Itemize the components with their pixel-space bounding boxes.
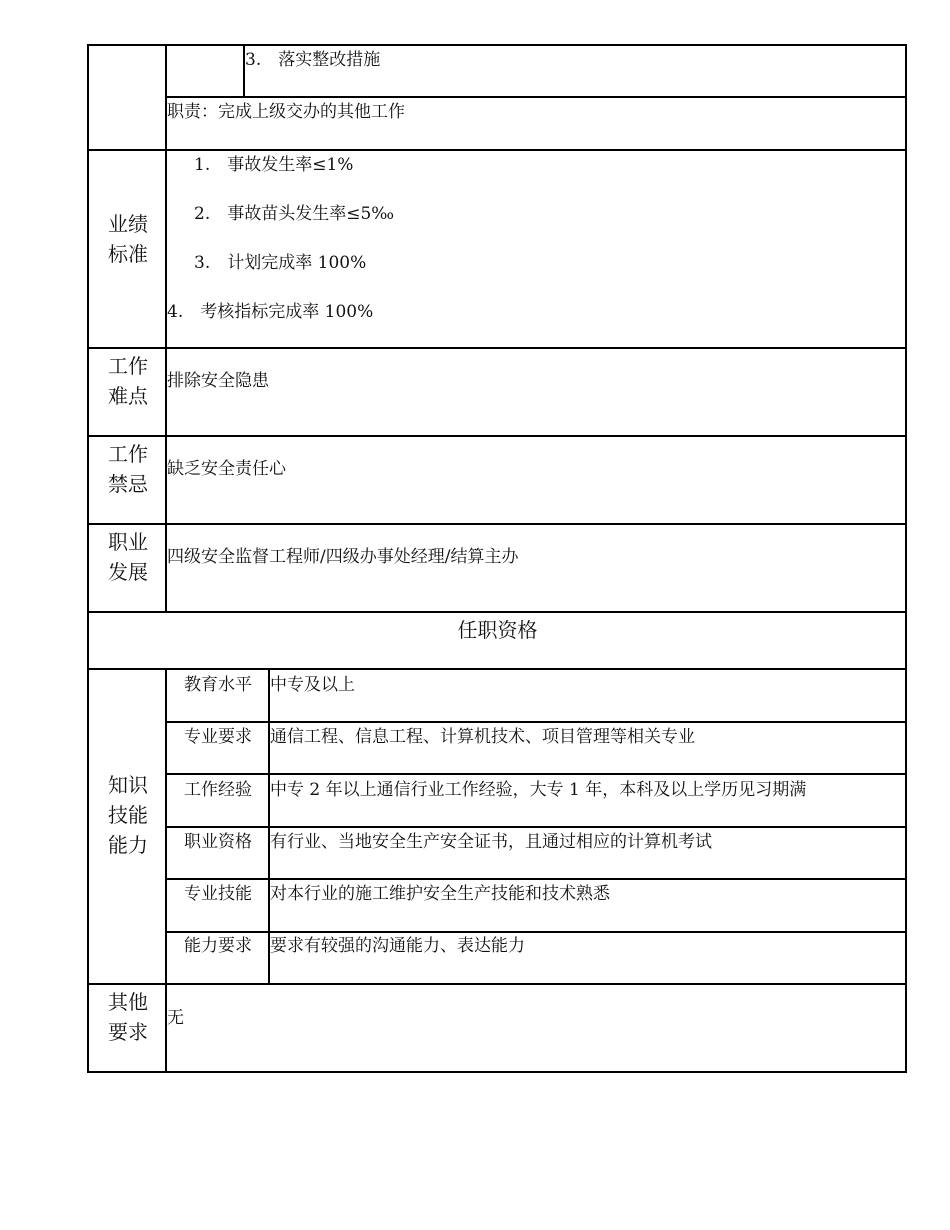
row-line (87, 983, 907, 985)
row-line (165, 721, 907, 723)
difficulty-label: 工作 难点 (108, 354, 148, 408)
row-line (87, 435, 907, 437)
taboo-label: 工作 禁忌 (108, 442, 148, 496)
career-value: 四级安全监督工程师/四级办事处经理/结算主办 (167, 547, 519, 567)
taboo-value: 缺乏安全责任心 (167, 459, 286, 479)
performance-item: 1. 事故发生率≤1% (194, 155, 354, 175)
knowledge-row-value: 要求有较强的沟通能力、表达能力 (270, 936, 525, 956)
performance-item: 2. 事故苗头发生率≤5‰ (194, 204, 395, 224)
border-top (87, 44, 907, 46)
knowledge-label: 知识 技能 能力 (108, 773, 148, 857)
knowledge-row-name: 专业要求 (184, 727, 252, 747)
career-label: 职业 发展 (108, 530, 148, 584)
row-line (87, 347, 907, 349)
knowledge-row-value: 有行业、当地安全生产安全证书，且通过相应的计算机考试 (270, 832, 712, 852)
border-bottom (87, 1071, 907, 1073)
row-line (87, 149, 907, 151)
knowledge-row-name: 专业技能 (184, 884, 252, 904)
row-line (165, 931, 907, 933)
row-line (87, 668, 907, 670)
performance-item: 3. 计划完成率 100% (194, 253, 367, 273)
other-label: 其他 要求 (108, 990, 148, 1044)
row-line (165, 878, 907, 880)
row-line (165, 96, 907, 98)
border-right (905, 44, 907, 1073)
measure-item-3: 3. 落实整改措施 (245, 50, 381, 70)
knowledge-row-name: 职业资格 (184, 832, 252, 852)
row-line (165, 826, 907, 828)
performance-item: 4. 考核指标完成率 100% (167, 302, 374, 322)
row-line (87, 523, 907, 525)
difficulty-value: 排除安全隐患 (167, 371, 269, 391)
knowledge-row-value: 中专 2 年以上通信行业工作经验，大专 1 年，本科及以上学历见习期满 (270, 780, 807, 800)
row-line (165, 773, 907, 775)
knowledge-row-name: 能力要求 (184, 936, 252, 956)
knowledge-row-value: 对本行业的施工维护安全生产技能和技术熟悉 (270, 884, 610, 904)
qualification-title: 任职资格 (457, 618, 538, 642)
other-value: 无 (167, 1008, 184, 1028)
knowledge-row-value: 通信工程、信息工程、计算机技术、项目管理等相关专业 (270, 727, 695, 747)
knowledge-row-value: 中专及以上 (270, 675, 355, 695)
row-line (87, 611, 907, 613)
knowledge-row-name: 教育水平 (184, 675, 252, 695)
knowledge-row-name: 工作经验 (184, 780, 252, 800)
duty-text: 职责：完成上级交办的其他工作 (167, 102, 405, 122)
performance-label: 业绩 标准 (108, 212, 148, 266)
